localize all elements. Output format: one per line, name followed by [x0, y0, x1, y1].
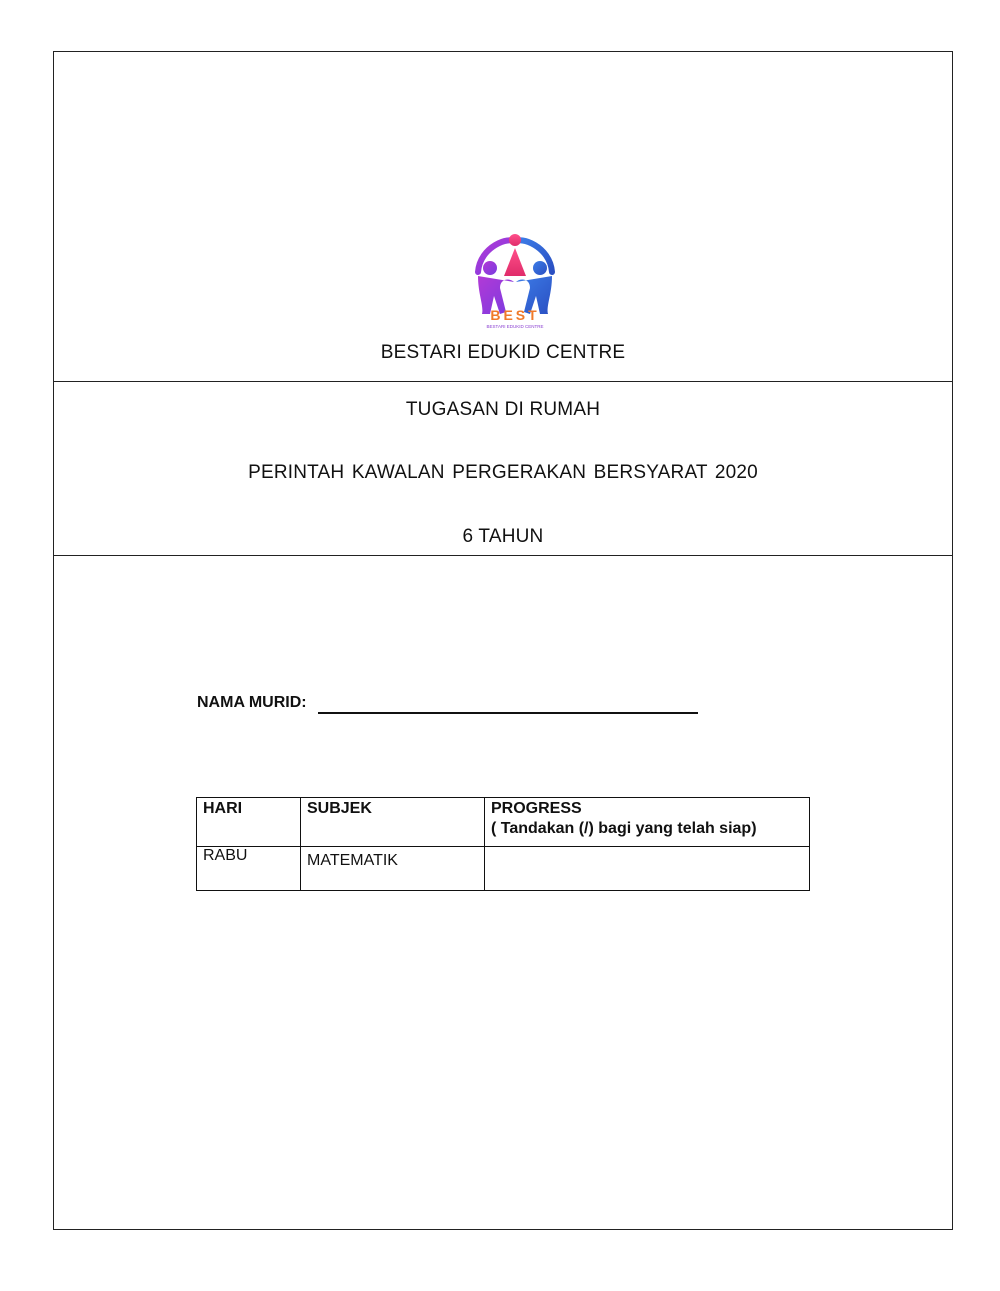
best-logo	[470, 232, 560, 330]
table-header-row	[197, 798, 810, 847]
best-logo-graphic	[470, 232, 560, 330]
header-progress-label: PROGRESS	[491, 800, 582, 817]
logo-text: BEST	[490, 307, 540, 323]
header-progress-note: ( Tandakan (/) bagi yang telah siap)	[491, 820, 757, 837]
centre-name: BESTARI EDUKID CENTRE	[380, 342, 626, 363]
header-subjek: SUBJEK	[301, 798, 485, 847]
header-hari: HARI	[197, 798, 301, 847]
cell-subjek: MATEMATIK	[301, 847, 485, 891]
student-name-label: NAMA MURID:	[197, 694, 307, 711]
divider-2	[54, 555, 952, 556]
cell-progress-checkbox[interactable]	[485, 847, 810, 891]
schedule-table	[196, 797, 810, 891]
table-row	[197, 847, 810, 891]
pkpb-title: PERINTAH KAWALAN PERGERAKAN BERSYARAT 2020	[248, 462, 758, 483]
age-level: 6 TAHUN	[462, 526, 544, 547]
header-progress	[485, 798, 810, 847]
assignment-title: TUGASAN DI RUMAH	[405, 399, 601, 420]
cell-hari: RABU	[197, 847, 301, 891]
student-name-field[interactable]	[318, 712, 698, 714]
logo-subtext: BESTARI EDUKID CENTRE	[486, 324, 544, 329]
document-frame	[53, 51, 953, 1230]
divider-1	[54, 381, 952, 382]
